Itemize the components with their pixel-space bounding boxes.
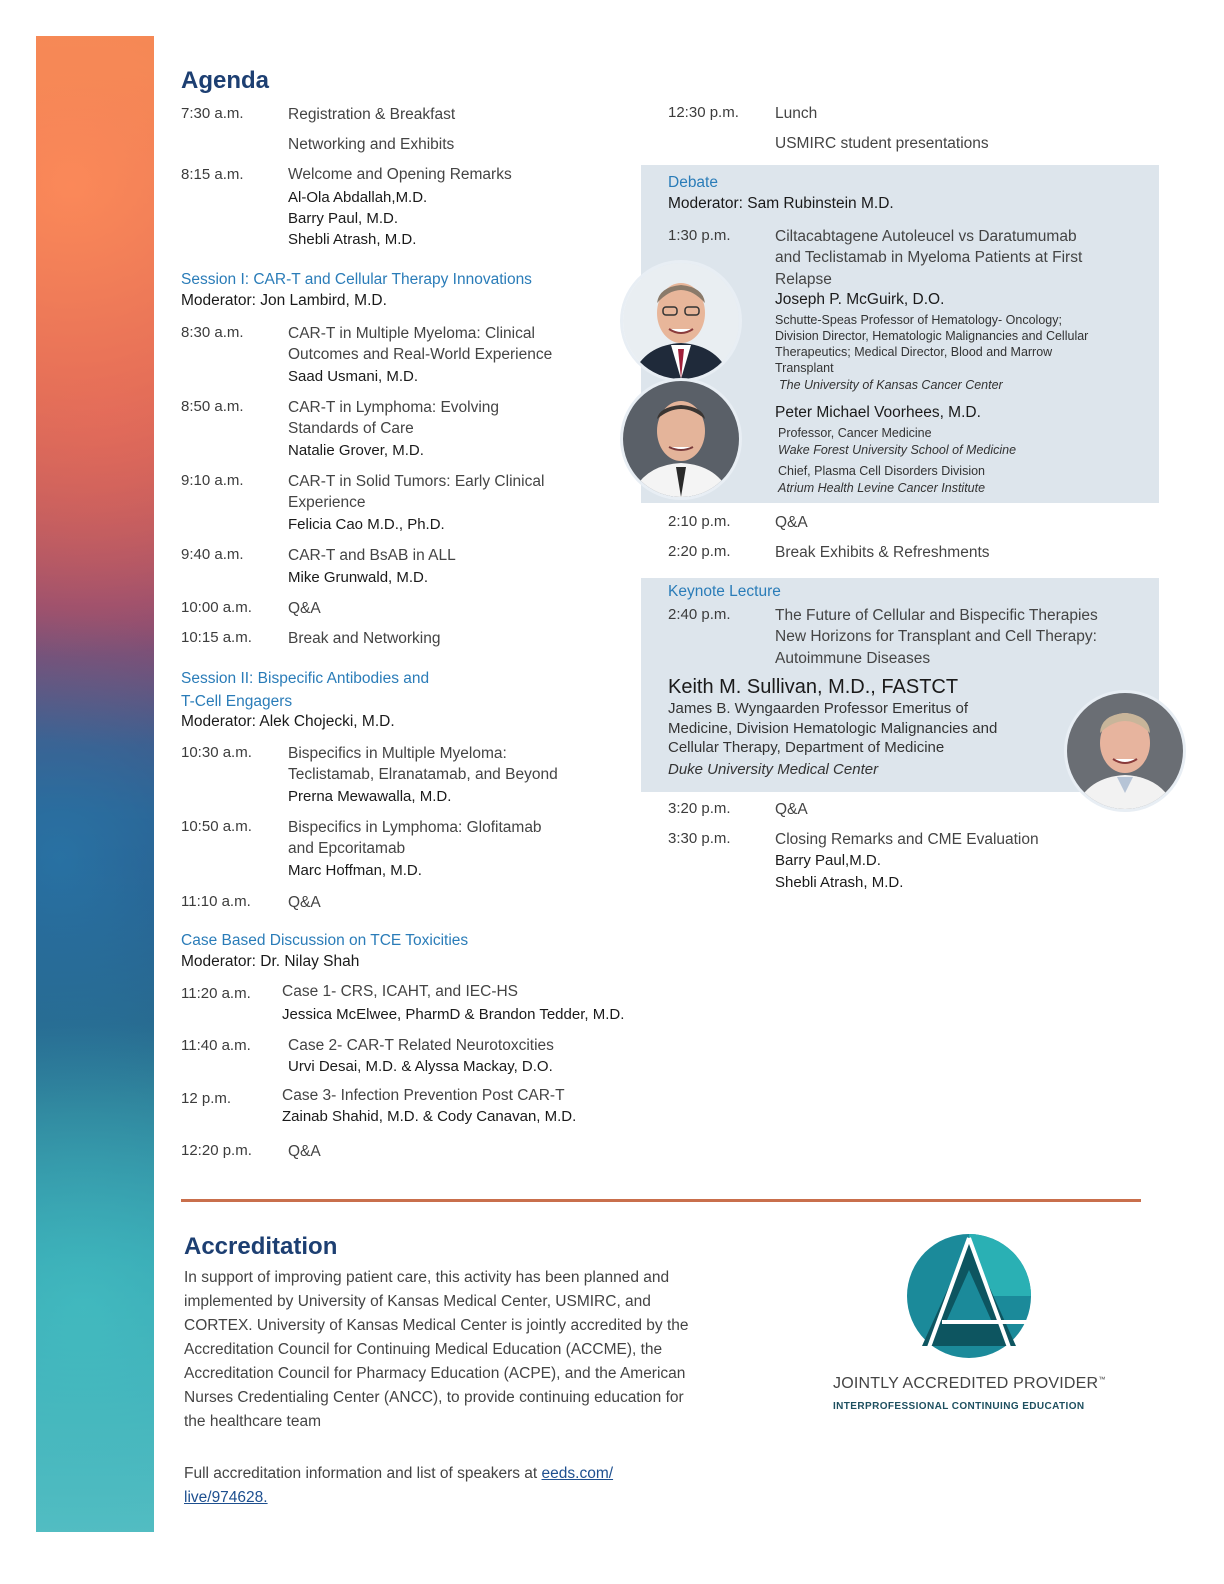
session-title: Session II: Bispecific Antibodies and xyxy=(181,670,430,687)
talk-title: Case 2- CAR-T Related Neurotoxcities xyxy=(288,1037,554,1054)
talk-title: Networking and Exhibits xyxy=(288,136,455,153)
speaker-name: Jessica McElwee, PharmD & Brandon Tedder, M.D. xyxy=(282,1006,625,1023)
speaker-name: Felicia Cao M.D., Ph.D. xyxy=(288,516,445,533)
speaker-name: Barry Paul,M.D. xyxy=(775,852,881,869)
talk-title: New Horizons for Transplant and Cell Therapy: xyxy=(775,628,1097,645)
talk-title: Ciltacabtagene Autoleucel vs Daratumumab xyxy=(775,228,1077,245)
talk-title: Outcomes and Real-World Experience xyxy=(288,346,553,363)
time-label: 2:10 p.m. xyxy=(668,513,731,530)
time-label: 10:30 a.m. xyxy=(181,744,252,761)
speaker-institution: The University of Kansas Cancer Center xyxy=(779,378,1003,392)
logo-text: JOINTLY ACCREDITED PROVIDER xyxy=(833,1375,1099,1392)
speaker-name: Marc Hoffman, M.D. xyxy=(288,862,422,879)
speaker-title: Chief, Plasma Cell Disorders Division xyxy=(778,464,986,478)
talk-title: Standards of Care xyxy=(288,420,414,437)
speaker-institution: Atrium Health Levine Cancer Institute xyxy=(778,481,986,495)
talk-title: Q&A xyxy=(775,801,808,818)
trademark-mark: ™ xyxy=(1098,1376,1106,1384)
speaker-institution: Duke University Medical Center xyxy=(668,761,879,778)
talk-title: Case 3- Infection Prevention Post CAR-T xyxy=(282,1087,565,1104)
accreditation-title: Accreditation xyxy=(184,1233,338,1260)
time-label: 11:40 a.m. xyxy=(181,1037,251,1054)
talk-title: Q&A xyxy=(775,514,808,531)
speaker-photo-voorhees xyxy=(620,378,742,500)
decorative-image-band xyxy=(36,36,154,1532)
time-label: 3:20 p.m. xyxy=(668,800,731,817)
talk-title: and Teclistamab in Myeloma Patients at First xyxy=(775,249,1083,266)
talk-title: Case 1- CRS, ICAHT, and IEC-HS xyxy=(282,983,519,1000)
talk-title: Registration & Breakfast xyxy=(288,106,456,123)
talk-title: USMIRC student presentations xyxy=(775,135,989,152)
time-label: 8:50 a.m. xyxy=(181,398,244,415)
talk-title: Q&A xyxy=(288,894,321,911)
time-label: 11:20 a.m. xyxy=(181,985,251,1002)
speaker-name: Shebli Atrash, M.D. xyxy=(775,874,904,891)
accreditation-line: Accreditation Council for Pharmacy Education (ACPE), and the American xyxy=(184,1365,686,1382)
talk-title: CAR-T in Multiple Myeloma: Clinical xyxy=(288,325,535,342)
section-divider xyxy=(181,1199,1141,1202)
speaker-name: Prerna Mewawalla, M.D. xyxy=(288,788,452,805)
logo-text-secondary: INTERPROFESSIONAL CONTINUING EDUCATION xyxy=(833,1401,1085,1412)
speaker-name: Mike Grunwald, M.D. xyxy=(288,569,429,586)
time-label: 10:00 a.m. xyxy=(181,599,252,616)
time-label: 8:30 a.m. xyxy=(181,324,244,341)
time-label: 2:40 p.m. xyxy=(668,606,731,623)
accreditation-link-continued[interactable]: live/974628. xyxy=(184,1489,268,1506)
speaker-name: Al-Ola Abdallah,M.D. xyxy=(288,189,428,206)
time-label: 10:50 a.m. xyxy=(181,818,252,835)
keynote-label: Keynote Lecture xyxy=(668,583,781,600)
speaker-name: Zainab Shahid, M.D. & Cody Canavan, M.D. xyxy=(282,1108,577,1125)
talk-title: Q&A xyxy=(288,1143,321,1160)
talk-title: Experience xyxy=(288,494,366,511)
session-title: Session I: CAR-T and Cellular Therapy Innovations xyxy=(181,271,532,288)
speaker-name: Peter Michael Voorhees, M.D. xyxy=(775,404,981,421)
accreditation-line: implemented by University of Kansas Medical Center, USMIRC, and xyxy=(184,1293,651,1310)
time-label: 8:15 a.m. xyxy=(181,166,244,183)
jointly-accredited-logo xyxy=(830,1234,1116,1424)
talk-title: Break Exhibits & Refreshments xyxy=(775,544,990,561)
debate-label: Debate xyxy=(668,174,718,191)
speaker-name: Barry Paul, M.D. xyxy=(288,210,399,227)
talk-title: Welcome and Opening Remarks xyxy=(288,166,512,183)
time-label: 12:20 p.m. xyxy=(181,1142,252,1159)
talk-title: CAR-T in Solid Tumors: Early Clinical xyxy=(288,473,545,490)
logo-text-primary xyxy=(833,1375,1106,1393)
talk-title: Q&A xyxy=(288,600,321,617)
moderator: Moderator: Dr. Nilay Shah xyxy=(181,953,360,970)
full-info-link-line xyxy=(184,1486,268,1510)
talk-title: The Future of Cellular and Bispecific Therapies xyxy=(775,607,1098,624)
time-label: 10:15 a.m. xyxy=(181,629,252,646)
time-label: 12 p.m. xyxy=(181,1090,232,1107)
time-label: 2:20 p.m. xyxy=(668,543,731,560)
logo-mark-icon xyxy=(830,1234,1116,1364)
talk-title: CAR-T and BsAB in ALL xyxy=(288,547,456,564)
agenda-title: Agenda xyxy=(181,67,270,94)
speaker-name: Natalie Grover, M.D. xyxy=(288,442,424,459)
session-title: T-Cell Engagers xyxy=(181,693,293,710)
talk-title: Bispecifics in Multiple Myeloma: xyxy=(288,745,507,762)
accreditation-line: CORTEX. University of Kansas Medical Center is jointly accredited by the xyxy=(184,1317,689,1334)
talk-title: and Epcoritamab xyxy=(288,840,406,857)
talk-title: Teclistamab, Elranatamab, and Beyond xyxy=(288,766,558,783)
speaker-name: Urvi Desai, M.D. & Alyssa Mackay, D.O. xyxy=(288,1058,553,1075)
accreditation-paragraph xyxy=(184,1266,774,1434)
accreditation-link[interactable]: eeds.com/ xyxy=(541,1465,614,1482)
time-label: 1:30 p.m. xyxy=(668,227,731,244)
full-info-text xyxy=(184,1462,613,1486)
time-label: 7:30 a.m. xyxy=(181,105,244,122)
speaker-title: Division Director, Hematologic Malignancies and Cellular xyxy=(775,329,1089,343)
talk-title: Autoimmune Diseases xyxy=(775,650,931,667)
accreditation-line: the healthcare team xyxy=(184,1413,322,1430)
speaker-title: Transplant xyxy=(775,361,834,375)
speaker-institution: Wake Forest University School of Medicine xyxy=(778,443,1017,457)
accreditation-line: Nurses Credentialing Center (ANCC), to provide continuing education for xyxy=(184,1389,684,1406)
speaker-title: Professor, Cancer Medicine xyxy=(778,426,932,440)
time-label: 11:10 a.m. xyxy=(181,893,251,910)
keynote-speaker-name: Keith M. Sullivan, M.D., FASTCT xyxy=(668,676,959,698)
full-info-label: Full accreditation information and list of speakers at xyxy=(184,1465,538,1482)
speaker-photo-sullivan xyxy=(1064,690,1186,812)
time-label: 3:30 p.m. xyxy=(668,830,731,847)
moderator: Moderator: Sam Rubinstein M.D. xyxy=(668,195,894,212)
talk-title: Bispecifics in Lymphoma: Glofitamab xyxy=(288,819,542,836)
talk-title: CAR-T in Lymphoma: Evolving xyxy=(288,399,500,416)
speaker-title: Medicine, Division Hematologic Malignancies and xyxy=(668,720,998,737)
accreditation-line: In support of improving patient care, this activity has been planned and xyxy=(184,1269,670,1286)
speaker-title: Therapeutics; Medical Director, Blood and Marrow xyxy=(775,345,1053,359)
time-label: 9:40 a.m. xyxy=(181,546,244,563)
moderator: Moderator: Alek Chojecki, M.D. xyxy=(181,713,395,730)
speaker-name: Shebli Atrash, M.D. xyxy=(288,231,417,248)
talk-title: Break and Networking xyxy=(288,630,441,647)
speaker-name: Saad Usmani, M.D. xyxy=(288,368,419,385)
session-title: Case Based Discussion on TCE Toxicities xyxy=(181,932,469,949)
talk-title: Relapse xyxy=(775,271,832,288)
speaker-title: Schutte-Speas Professor of Hematology- Oncology; xyxy=(775,313,1062,327)
time-label: 12:30 p.m. xyxy=(668,104,739,121)
talk-title: Closing Remarks and CME Evaluation xyxy=(775,831,1039,848)
speaker-name: Joseph P. McGuirk, D.O. xyxy=(775,291,945,308)
speaker-photo-mcguirk xyxy=(620,260,742,382)
speaker-title: James B. Wyngaarden Professor Emeritus of xyxy=(668,700,968,717)
time-label: 9:10 a.m. xyxy=(181,472,244,489)
talk-title: Lunch xyxy=(775,105,818,122)
speaker-title: Cellular Therapy, Department of Medicine xyxy=(668,739,945,756)
moderator: Moderator: Jon Lambird, M.D. xyxy=(181,292,387,309)
accreditation-line: Accreditation Council for Continuing Medical Education (ACCME), the xyxy=(184,1341,663,1358)
